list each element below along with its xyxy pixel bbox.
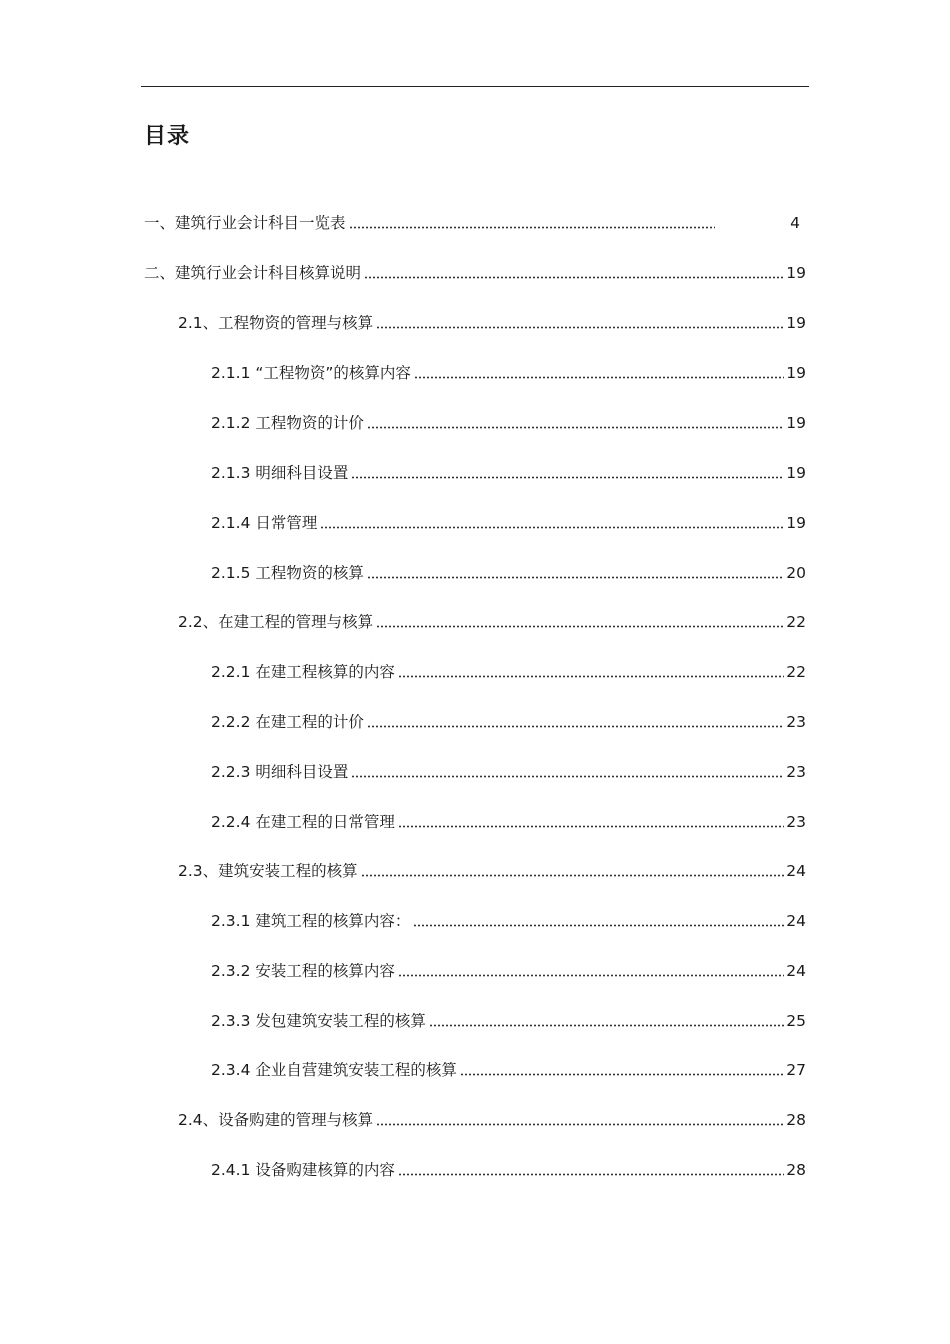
dot-leader — [376, 324, 784, 329]
toc-entry-page: 19 — [786, 364, 806, 382]
toc-entry-page: 19 — [786, 314, 806, 332]
toc-entry[interactable] — [211, 959, 806, 983]
toc-entry-label: 一、建筑行业会计科目一览表 — [144, 214, 346, 232]
toc-entry[interactable] — [211, 760, 806, 784]
toc-entry[interactable] — [211, 909, 806, 933]
toc-entry-label: 2.2.2 在建工程的计价 — [211, 713, 364, 731]
toc-entry[interactable] — [211, 361, 806, 385]
toc-entry[interactable] — [178, 311, 806, 335]
dot-leader — [376, 623, 784, 628]
dot-leader — [361, 872, 784, 877]
dot-leader — [398, 823, 784, 828]
toc-entry-page: 25 — [786, 1012, 806, 1030]
dot-leader — [429, 1022, 784, 1027]
dot-leader — [367, 723, 784, 728]
dot-leader — [413, 922, 784, 927]
toc-entry-page: 19 — [786, 514, 806, 532]
toc-title: 目录 — [144, 124, 191, 149]
toc-entry-label: 2.1.5 工程物资的核算 — [211, 564, 364, 582]
toc-entry-label: 2.1、工程物资的管理与核算 — [178, 314, 374, 332]
toc-entry-page: 23 — [786, 813, 806, 831]
toc-entry-page: 22 — [786, 613, 806, 631]
dot-leader — [349, 224, 715, 229]
toc-entry-page: 28 — [786, 1111, 806, 1129]
dot-leader — [398, 1171, 784, 1176]
toc-entry-page: 24 — [786, 862, 806, 880]
toc-entry[interactable] — [178, 1108, 806, 1132]
toc-entry[interactable] — [144, 211, 800, 235]
toc-entry-label: 2.3.3 发包建筑安装工程的核算 — [211, 1012, 426, 1030]
toc-entry[interactable] — [211, 411, 806, 435]
toc-entry-label: 2.3.1 建筑工程的核算内容： — [211, 912, 411, 930]
dot-leader — [398, 673, 784, 678]
toc-entry-label: 2.3.4 企业自营建筑安装工程的核算 — [211, 1061, 457, 1079]
toc-entry-page: 27 — [786, 1061, 806, 1079]
toc-entry[interactable] — [211, 1058, 806, 1082]
dot-leader — [398, 972, 784, 977]
toc-entry-label: 2.2.1 在建工程核算的内容 — [211, 663, 395, 681]
toc-entry-label: 2.2、在建工程的管理与核算 — [178, 613, 374, 631]
toc-entry-page: 28 — [786, 1161, 806, 1179]
dot-leader — [364, 274, 784, 279]
toc-entry[interactable] — [211, 1009, 806, 1033]
toc-entry-label: 2.1.2 工程物资的计价 — [211, 414, 364, 432]
toc-entry-page: 4 — [790, 214, 800, 232]
toc-entry-label: 2.3、建筑安装工程的核算 — [178, 862, 358, 880]
dot-leader — [351, 474, 784, 479]
dot-leader — [376, 1121, 784, 1126]
toc-entry-page: 19 — [786, 464, 806, 482]
toc-entry-label: 2.2.3 明细科目设置 — [211, 763, 349, 781]
dot-leader — [367, 574, 784, 579]
toc-entry-label: 2.3.2 安装工程的核算内容 — [211, 962, 395, 980]
toc-entry[interactable] — [211, 461, 806, 485]
toc-entry-label: 2.4、设备购建的管理与核算 — [178, 1111, 374, 1129]
toc-entry-page: 23 — [786, 713, 806, 731]
toc-entry[interactable] — [211, 810, 806, 834]
dot-leader — [460, 1071, 784, 1076]
toc-entry[interactable] — [211, 660, 806, 684]
header-rule — [141, 86, 809, 87]
dot-leader — [414, 374, 784, 379]
toc-entry[interactable] — [211, 710, 806, 734]
toc-entry-label: 2.1.3 明细科目设置 — [211, 464, 349, 482]
toc-entry-label: 2.1.1 “工程物资”的核算内容 — [211, 364, 411, 382]
dot-leader — [351, 773, 784, 778]
toc-entry-label: 2.4.1 设备购建核算的内容 — [211, 1161, 395, 1179]
toc-entry-page: 24 — [786, 962, 806, 980]
toc-entry-label: 二、建筑行业会计科目核算说明 — [144, 264, 362, 282]
dot-leader — [320, 524, 784, 529]
toc-entry[interactable] — [211, 561, 806, 585]
toc-entry-page: 19 — [786, 414, 806, 432]
toc-entry-page: 22 — [786, 663, 806, 681]
toc-entry[interactable] — [178, 859, 806, 883]
toc-entry-page: 19 — [786, 264, 806, 282]
dot-leader — [367, 424, 784, 429]
toc-entry[interactable] — [211, 1158, 806, 1182]
toc-entry[interactable] — [144, 261, 806, 285]
toc-entry[interactable] — [211, 511, 806, 535]
toc-entry-label: 2.2.4 在建工程的日常管理 — [211, 813, 395, 831]
toc-entry-page: 20 — [786, 564, 806, 582]
toc-entry[interactable] — [178, 610, 806, 634]
toc-entry-page: 23 — [786, 763, 806, 781]
toc-entry-page: 24 — [786, 912, 806, 930]
toc-entry-label: 2.1.4 日常管理 — [211, 514, 318, 532]
